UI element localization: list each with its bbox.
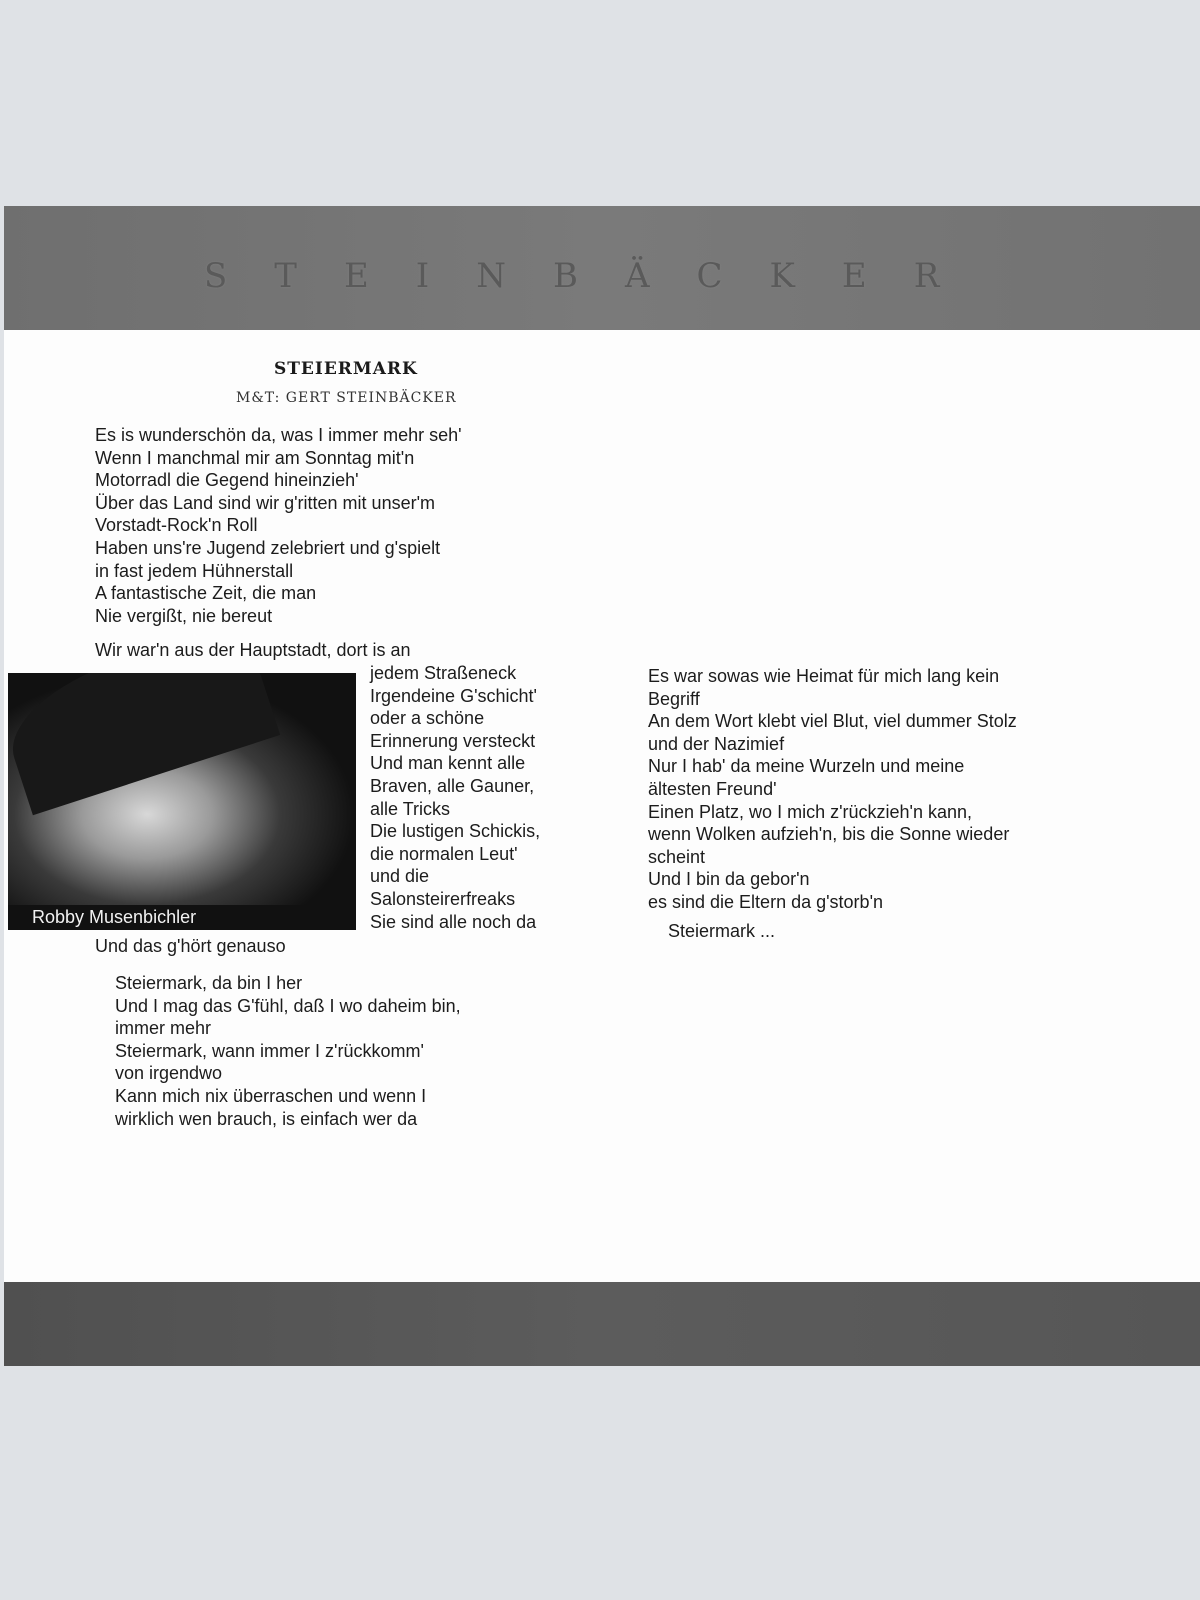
cap-shape <box>8 673 280 815</box>
chorus: Steiermark, da bin I her Und I mag das G'fühl, daß I wo daheim bin, immer mehr Steiermark, wann immer I z'rückkomm' von irgendwo Kann mich nix überraschen und wenn I wirklich wen brauch, is einfach wer da <box>115 973 461 1129</box>
band-title: STEINBÄCKER <box>204 256 987 296</box>
footer-band <box>4 1282 1200 1366</box>
song-credits: M&T: GERT STEINBÄCKER <box>236 390 457 406</box>
musician-photo <box>8 673 356 930</box>
chorus-repeat: Steiermark ... <box>668 921 776 941</box>
verse-1: Es is wunderschön da, was I immer mehr seh' Wenn I manchmal mir am Sonntag mit'n Motorradl die Gegend hineinzieh' Über das Land sind wir g'ritten mit unser'm Vorstadt-Rock'n Roll Haben uns're Jugend zelebriert und g'spielt in fast jedem Hühnerstall A fantastische Zeit, die man Nie vergißt, nie bereut <box>95 425 462 626</box>
header-band <box>4 206 1200 330</box>
verse-2-wrap: jedem Straßeneck Irgendeine G'schicht' oder a schöne Erinnerung versteckt Und man kennt alle Braven, alle Gauner, alle Tricks Die lustigen Schickis, die normalen Leut' und die Salonsteirerfreaks Sie sind alle noch da <box>370 663 541 932</box>
verse-2-intro: Wir war'n aus der Hauptstadt, dort is an <box>95 640 411 660</box>
verse-2-end: Und das g'hört genauso <box>95 936 286 956</box>
booklet-page <box>4 206 1200 1394</box>
song-title: STEIERMARK <box>274 359 418 379</box>
photo-caption: Robby Musenbichler <box>8 905 356 930</box>
verse-3: Es war sowas wie Heimat für mich lang kein Begriff An dem Wort klebt viel Blut, viel dummer Stolz und der Nazimief Nur I hab' da meine Wurzeln und meine ältesten Freund' Einen Platz, wo I mich z'rückzieh'n kann, wenn Wolken aufzieh'n, bis die Sonne wieder scheint Und I bin da gebor'n es sind die Eltern da g'storb'n <box>648 666 1017 912</box>
page-background <box>4 1366 1200 1396</box>
